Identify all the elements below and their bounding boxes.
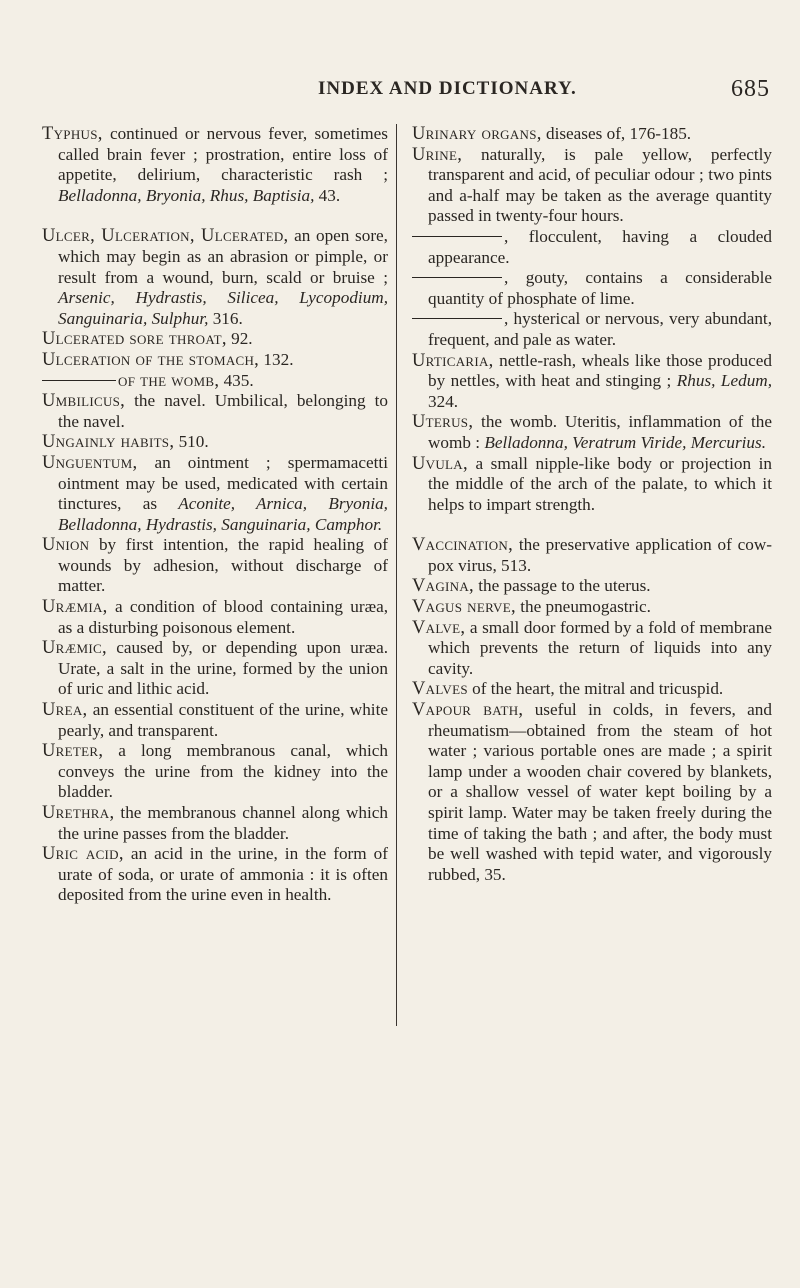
right-column xyxy=(412,124,772,885)
running-header xyxy=(318,78,770,106)
index-entry: Urticaria, nettle-rash, wheals like those produced by nettles, with heat and stinging ; Rhus, Ledum, 324. xyxy=(412,350,773,411)
index-entry: Typhus, continued or nervous fever, sometimes called brain fever ; prostration, entire loss of appetite, delirium, characteristic rash ; Belladonna, Bryonia, Rhus, Baptisia, 43. xyxy=(42,124,388,205)
index-entry: Uterus, the womb. Uteritis, inflammation of the womb : Belladonna, Veratrum Viride, Mercurius. xyxy=(412,412,772,452)
index-entry: Union by first intention, the rapid healing of wounds by adhesion, without discharge of matter. xyxy=(42,535,388,596)
index-entry: Ulceration of the stomach, 132. xyxy=(42,349,294,370)
index-entry: Ungainly habits, 510. xyxy=(42,432,209,453)
index-entry: Uric acid, an acid in the urine, in the form of urate of soda, or urate of ammonia : it is often deposited from the urine even in health. xyxy=(42,844,388,905)
index-entry: Urine, naturally, is pale yellow, perfectly transparent and acid, of peculiar odour ; two pints and a-half may be taken as the average quantity passed in twenty-four hours. xyxy=(412,144,772,226)
index-entry-subentry: , gouty, contains a considerable quantity of phosphate of lime. xyxy=(412,268,772,309)
index-entry-subentry: , hysterical or nervous, very abundant, frequent, and pale as water. xyxy=(412,309,772,350)
header-title: INDEX AND DICTIONARY. xyxy=(318,78,577,99)
index-entry-subentry: , flocculent, having a clouded appearance. xyxy=(412,227,772,268)
index-entry: Urea, an essential constituent of the urine, white pearly, and transparent. xyxy=(42,700,388,740)
index-entry: Uræmic, caused by, or depending upon uræa. Urate, a salt in the urine, formed by the union of uric and lithic acid. xyxy=(42,638,388,699)
index-entry: Unguentum, an ointment ; spermamacetti ointment may be used, medicated with certain tinctures, as Aconite, Arnica, Bryonia, Belladonna, Hydrastis, Sanguinaria, Camphor. xyxy=(42,452,388,534)
index-entry: Urinary organs, diseases of, 176-185. xyxy=(412,124,692,144)
ditto-dash xyxy=(412,277,502,278)
ditto-dash xyxy=(412,318,502,319)
index-entry: Vaccination, the preservative application of cow-pox virus, 513. xyxy=(412,535,772,575)
page-number: 685 xyxy=(731,76,770,102)
index-entry: Uvula, a small nipple-like body or projection in the middle of the arch of the palate, to which it helps to impart strength. xyxy=(412,453,772,514)
index-entry: Uræmia, a condition of blood containing uræa, as a disturbing poisonous element. xyxy=(42,597,388,637)
left-column xyxy=(42,124,388,906)
index-entry: Ureter, a long membranous canal, which conveys the urine from the kidney into the bladder. xyxy=(42,741,388,802)
index-entry: Vagina, the passage to the uterus. xyxy=(412,576,651,597)
index-entry: Ulcerated sore throat, 92. xyxy=(42,329,253,350)
index-entry: Vagus nerve, the pneumogastric. xyxy=(412,597,651,618)
index-entry: Umbilicus, the navel. Umbilical, belonging to the navel. xyxy=(42,391,388,431)
index-entry: Ulcer, Ulceration, Ulcerated, an open sore, which may begin as an abrasion or pimple, or result from a wound, burn, scald or bruise ; Arsenic, Hydrastis, Silicea, Lycopodium, Sanguinaria, Sulphur, 316. xyxy=(42,226,388,328)
ditto-dash xyxy=(412,236,502,237)
index-entry: Vapour bath, useful in colds, in fevers, and rheumatism—obtained from the steam of hot water ; various portable ones are made ; a spirit lamp under a wooden chair covered by blankets, or a shallow vessel of water kept boiling by a spirit lamp. Water may be taken freely during the time of taking the bath ; and after, the body must be well washed with tepid water, and vigorously rubbed, 35. xyxy=(412,700,772,884)
index-entry: Valves of the heart, the mitral and tricuspid. xyxy=(412,679,724,700)
index-entry: Urethra, the membranous channel along which the urine passes from the bladder. xyxy=(42,803,388,843)
ditto-dash xyxy=(42,380,116,381)
index-entry-subentry: of the womb, 435. xyxy=(42,371,388,392)
column-divider xyxy=(396,124,397,1026)
index-entry: Valve, a small door formed by a fold of membrane which prevents the return of liquids into any cavity. xyxy=(412,617,772,678)
